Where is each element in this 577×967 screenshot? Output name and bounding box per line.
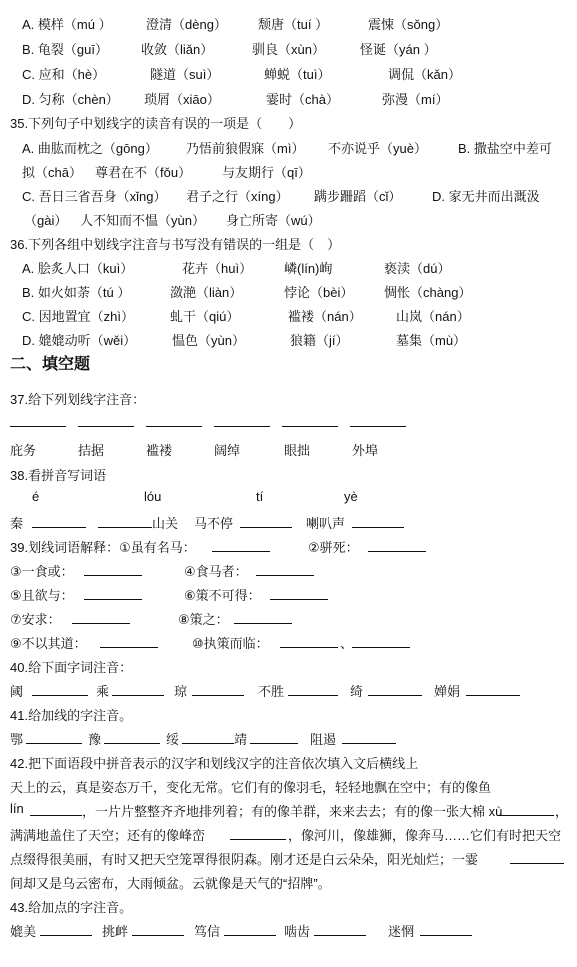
q36-option-d <box>0 330 577 352</box>
answer-blank[interactable] <box>104 729 160 744</box>
option-text: C. 因地置宜（zhì） <box>22 309 134 324</box>
q34-option-c <box>0 64 577 86</box>
text: 秦 <box>10 516 24 531</box>
answer-blank[interactable] <box>132 921 184 936</box>
option-text: B. 龟裂（guī） <box>22 42 108 57</box>
question-title: 43.给加点的字注音。 <box>10 900 133 915</box>
word: 褴褛 <box>146 443 173 458</box>
word: 眼拙 <box>284 443 311 458</box>
q39-line-3 <box>0 585 577 607</box>
answer-blank[interactable] <box>98 513 152 528</box>
q39-line-1 <box>0 537 577 559</box>
text: ⑥策不可得： <box>184 588 261 603</box>
text: ⑦安求： <box>10 612 61 627</box>
paragraph-text: 满满地盖住了天空；还有的像峰峦 <box>10 828 206 843</box>
word: 拮据 <box>78 443 105 458</box>
option-text: 调侃（kǎn） <box>388 67 461 82</box>
word: 媲美 <box>10 924 37 939</box>
q42-para-line-5 <box>0 873 577 895</box>
option-text: 颓唐（tuí ） <box>258 17 329 32</box>
paragraph-text: ， <box>555 804 569 819</box>
word: 阻遏 <box>310 732 337 747</box>
q42-para-line-1 <box>0 777 577 799</box>
word: 迷惘 <box>388 924 415 939</box>
answer-blank[interactable] <box>26 729 82 744</box>
text: ④食马者： <box>184 564 248 579</box>
question-title: 35.下列句子中划线字的读音有误的一项是（ ） <box>10 116 302 131</box>
q37-answer-blanks <box>0 412 577 434</box>
answer-blank[interactable] <box>420 921 472 936</box>
option-text: 弥漫（mí） <box>382 92 449 107</box>
pinyin: yè <box>344 489 358 504</box>
paragraph-text: 间却又是乌云密布，大雨倾盆。云就像是天气的“招牌”。 <box>10 876 331 891</box>
q34-option-a <box>0 14 577 36</box>
answer-blank[interactable] <box>84 561 142 576</box>
word: 琼 <box>174 684 188 699</box>
q38-title-line <box>0 465 577 487</box>
option-text: 澄清（dèng） <box>146 17 227 32</box>
word: 婵娟 <box>434 684 461 699</box>
option-text: D. 媲媲动听（wěi） <box>22 333 137 348</box>
answer-blank[interactable] <box>282 412 338 427</box>
answer-blank[interactable] <box>112 681 164 696</box>
word: 不胜 <box>258 684 285 699</box>
word: 绥 <box>166 732 180 747</box>
option-text: 花卉（huì） <box>182 261 253 276</box>
answer-blank[interactable] <box>280 633 338 648</box>
option-text: A. 曲肱而枕之（gōng） <box>22 141 158 156</box>
option-text: 怪诞（yán ） <box>360 42 437 57</box>
option-text: 驯良（xùn） <box>252 42 325 57</box>
text: 喇叭声 <box>306 516 346 531</box>
text: ⑨不以其道： <box>10 636 87 651</box>
option-text: 山岚（nán） <box>396 309 470 324</box>
q43-words <box>0 921 577 943</box>
option-text: B. 如火如荼（tú ） <box>22 285 131 300</box>
q41-words <box>0 729 577 751</box>
q36-title-line <box>0 234 577 256</box>
question-title: 39.划线词语解释：①虽有名马： <box>10 540 196 555</box>
text: ③一食或： <box>10 564 74 579</box>
option-text: 人不知而不愠（yùn） <box>80 213 205 228</box>
q39-line-4 <box>0 609 577 631</box>
answer-blank[interactable] <box>214 412 270 427</box>
option-text: 君子之行（xíng） <box>186 189 289 204</box>
option-text: D. 匀称（chèn） <box>22 92 119 107</box>
option-text: 愠色（yùn） <box>172 333 245 348</box>
answer-blank[interactable] <box>182 729 234 744</box>
q38-answer-line <box>0 513 577 535</box>
paragraph-text: ，像河川，像雄狮，像奔马……它们有时把天空 <box>288 828 562 843</box>
q41-title-line <box>0 705 577 727</box>
question-title: 38.看拼音写词语 <box>10 468 107 483</box>
answer-blank[interactable] <box>368 537 426 552</box>
q35-line-2 <box>0 162 577 184</box>
q40-words <box>0 681 577 703</box>
option-text: 潋滟（liàn） <box>170 285 243 300</box>
q42-para-line-4 <box>0 849 577 871</box>
word: 绮 <box>350 684 364 699</box>
option-text: 与友期行（qī） <box>222 165 311 180</box>
q39-line-2 <box>0 561 577 583</box>
separator: 、 <box>340 636 354 651</box>
word: 阈 <box>10 684 24 699</box>
option-text: D. 家无井而出溉汲 <box>432 189 540 204</box>
paragraph-text: lín <box>10 801 24 816</box>
answer-blank[interactable] <box>368 681 422 696</box>
answer-blank[interactable] <box>352 633 410 648</box>
option-text: A. 模样（mú ） <box>22 17 112 32</box>
pinyin: lóu <box>144 489 162 504</box>
q37-words <box>0 440 577 462</box>
q38-pinyin-line <box>0 489 577 511</box>
word: 外埠 <box>352 443 379 458</box>
answer-blank[interactable] <box>30 801 82 816</box>
q40-title-line <box>0 657 577 679</box>
question-title: 41.给加线的字注音。 <box>10 708 133 723</box>
answer-blank[interactable] <box>288 681 338 696</box>
q36-option-b <box>0 282 577 304</box>
answer-blank[interactable] <box>234 609 292 624</box>
q43-title-line <box>0 897 577 919</box>
q34-option-d <box>0 89 577 111</box>
option-text: 隧道（suì） <box>150 67 220 82</box>
answer-blank[interactable] <box>314 921 366 936</box>
answer-blank[interactable] <box>270 585 328 600</box>
answer-blank[interactable] <box>342 729 396 744</box>
pinyin: é <box>32 489 40 504</box>
section-heading-line <box>0 351 577 373</box>
answer-blank[interactable] <box>40 921 92 936</box>
option-text: 拟（chā） <box>22 165 82 180</box>
answer-blank[interactable] <box>240 513 292 528</box>
word: 庇务 <box>10 443 37 458</box>
option-text: 嶙(lín)峋 <box>284 261 333 276</box>
answer-blank[interactable] <box>146 412 202 427</box>
option-text: 尊君在不（fǒu） <box>95 165 192 180</box>
text: ⑧策之： <box>178 612 229 627</box>
q35-line-3 <box>0 186 577 208</box>
answer-blank[interactable] <box>350 412 406 427</box>
answer-blank[interactable] <box>32 513 86 528</box>
q34-option-b <box>0 39 577 61</box>
paragraph-text: 点缀得很美丽，有时又把天空笼罩得很阴森。刚才还是白云朵朵，阳光灿烂；一霎 <box>10 852 479 867</box>
paragraph-text: ，一片片整整齐齐地排列着；有的像羊群，来来去去；有的像一张大棉 xù <box>82 804 503 819</box>
answer-blank[interactable] <box>192 681 244 696</box>
word: 乘 <box>96 684 110 699</box>
answer-blank[interactable] <box>256 561 314 576</box>
q35-title-line <box>0 113 577 135</box>
word: 啮齿 <box>284 924 311 939</box>
text: ⑩执策而临： <box>192 636 269 651</box>
option-text: 乃悟前狼假寐（mì） <box>186 141 305 156</box>
text: ②骈死： <box>308 540 359 555</box>
answer-blank[interactable] <box>498 801 554 816</box>
word: 靖 <box>234 732 248 747</box>
section-heading: 二、填空题 <box>10 356 91 373</box>
option-text: 身亡所寄（wú） <box>226 213 321 228</box>
answer-blank[interactable] <box>510 849 564 864</box>
pinyin: tí <box>256 489 264 504</box>
answer-blank[interactable] <box>78 412 134 427</box>
option-text: 亵渎（dú） <box>384 261 451 276</box>
answer-blank[interactable] <box>466 681 520 696</box>
option-text: 狼籍（jí） <box>290 333 349 348</box>
question-title: 36.下列各组中划线字注音与书写没有错误的一组是（ ） <box>10 237 341 252</box>
q42-title-line <box>0 753 577 775</box>
answer-blank[interactable] <box>32 681 88 696</box>
word: 豫 <box>88 732 102 747</box>
q35-line-1 <box>0 138 577 160</box>
question-title: 42.把下面语段中拼音表示的汉字和划线汉字的注音依次填入文后横线上 <box>10 756 419 771</box>
answer-blank[interactable] <box>72 609 130 624</box>
option-text: 收敛（liǎn） <box>141 42 214 57</box>
answer-blank[interactable] <box>212 537 270 552</box>
q42-para-line-2 <box>0 801 577 823</box>
q35-line-4 <box>0 210 577 232</box>
q36-option-c <box>0 306 577 328</box>
q39-line-5 <box>0 633 577 655</box>
answer-blank[interactable] <box>224 921 276 936</box>
option-text: 不亦说乎（yuè） <box>328 141 427 156</box>
option-text: 琐屑（xiāo） <box>144 92 220 107</box>
option-text: 墓集（mù） <box>396 333 467 348</box>
answer-blank[interactable] <box>10 412 66 427</box>
answer-blank[interactable] <box>100 633 158 648</box>
question-title: 37.给下列划线字注音： <box>10 392 146 407</box>
q36-option-a <box>0 258 577 280</box>
option-text: 悖论（bèi） <box>284 285 354 300</box>
text: 马不停 <box>194 516 234 531</box>
option-text: 虬干（qiú） <box>170 309 240 324</box>
option-text: 霎时（chà） <box>266 92 339 107</box>
text: ⑤且欲与： <box>10 588 74 603</box>
answer-blank[interactable] <box>230 825 286 840</box>
option-text: C. 应和（hè） <box>22 67 106 82</box>
q42-para-line-3 <box>0 825 577 847</box>
word: 挑衅 <box>102 924 129 939</box>
answer-blank[interactable] <box>352 513 404 528</box>
paragraph-text: 天上的云，真是姿态万千，变化无常。它们有的像羽毛，轻轻地飘在空中；有的像鱼 <box>10 780 492 795</box>
answer-blank[interactable] <box>250 729 298 744</box>
answer-blank[interactable] <box>84 585 142 600</box>
option-text: 褴褛（nán） <box>288 309 362 324</box>
word: 鄂 <box>10 732 24 747</box>
option-text: 蝉蜕（tuì） <box>264 67 331 82</box>
option-text: C. 吾日三省吾身（xǐng） <box>22 189 167 204</box>
word: 阔绰 <box>214 443 241 458</box>
option-text: （gài） <box>24 213 68 228</box>
option-text: 震悚（sǒng） <box>368 17 449 32</box>
question-title: 40.给下面字词注音： <box>10 660 133 675</box>
text: 山关 <box>152 516 179 531</box>
option-text: A. 脍炙人口（kuì） <box>22 261 134 276</box>
word: 笃信 <box>194 924 221 939</box>
q37-title-line <box>0 389 577 411</box>
option-text: 惆怅（chàng） <box>384 285 472 300</box>
option-text: B. 撒盐空中差可 <box>458 141 552 156</box>
option-text: 蹒步跚蹈（cǐ） <box>314 189 402 204</box>
